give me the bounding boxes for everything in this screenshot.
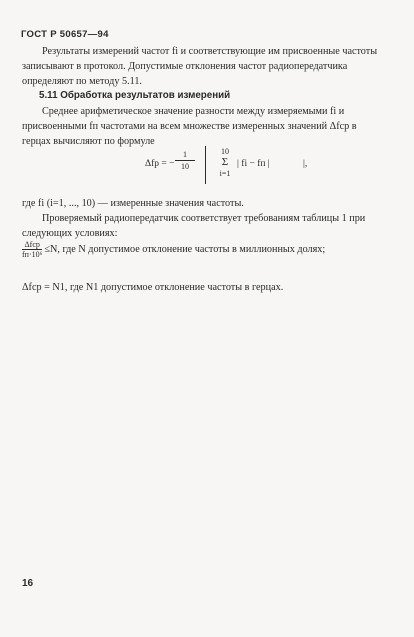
condition-ppm-fraction (22, 240, 42, 259)
section-heading (39, 90, 230, 101)
formula-body: | fi − fп | (237, 159, 270, 169)
condition-ppm-text: ≤N, где N допустимое отклонение частоты в миллионных долях; (44, 244, 326, 255)
formula-left-bar (205, 146, 206, 184)
formula-sum (217, 146, 233, 179)
section-title: Обработка результатов измерений (60, 90, 231, 101)
condition-ppm (22, 240, 382, 259)
mean-deviation-formula (145, 146, 375, 186)
paragraph-results: Результаты измерений частот fi и соответствующие им присвоенные частоты записывают в протокол. Допустимые отклонения частот радиопередатчика определяют по методу 5.11. (22, 46, 378, 87)
formula-fraction-numerator: 1 (175, 150, 195, 161)
condition-ppm-denominator: fп·10⁶ (22, 250, 43, 259)
paragraph-conditions: Проверяемый радиопередатчик соответствует требованиям таблицы 1 при следующих условиях: (22, 213, 366, 239)
paragraph-mean-value: Среднее арифметическое значение разности между измеряемыми fi и присвоенными fп частотами на всем множестве измеренных значений Δfср в герцах вычисляют по формуле (22, 106, 357, 147)
formula-lhs: Δfр = − (145, 159, 175, 169)
page-number: 16 (22, 578, 34, 589)
condition-ppm-numerator: Δfср (22, 240, 42, 250)
section-number: 5.11 (39, 90, 58, 101)
formula-sum-bottom: i=1 (219, 169, 231, 178)
formula-end: |, (303, 159, 308, 169)
formula-sum-sign: Σ (221, 156, 229, 168)
formula-fraction (175, 150, 195, 171)
formula-fraction-denominator: 10 (181, 162, 189, 171)
standard-header: ГОСТ Р 50657—94 (21, 29, 109, 40)
condition-hz: Δfср = N1, где N1 допустимое отклонение частоты в герцах. (22, 282, 284, 293)
formula-sum-top: 10 (221, 147, 229, 156)
paragraph-where: где fi (i=1, ..., 10) — измеренные значения частоты. (22, 198, 244, 209)
